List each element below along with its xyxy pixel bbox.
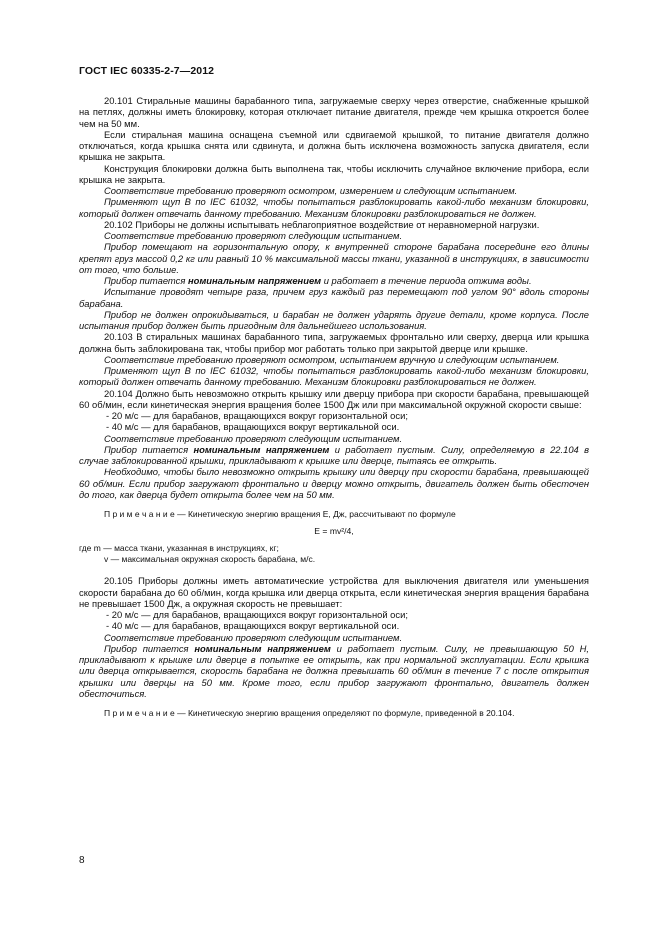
test-text: Испытание проводят четыре раза, причем груз каждый раз перемещают под углом 90° вдоль стороны барабана. xyxy=(79,286,589,309)
compliance-text: Соответствие требованию проверяют следующим испытанием. xyxy=(104,230,403,241)
formula-legend: где m — масса ткани, указанная в инструкциях, кг; xyxy=(79,543,279,554)
test-text: Необходимо, чтобы было невозможно открыть крышку или дверцу при скорости барабана, превышающей 60 об/мин. Если прибор загружают фронтально и дверцу можно открыть, двигатель должен быть обесточен до того, как дверца будет открыта более чем на 50 мм. xyxy=(79,466,589,500)
clause-20-101: 20.101 Стиральные машины барабанного типа, загружаемые сверху через отверстие, снабженные крышкой на петлях, должны иметь блокировку, которая отключает питание двигателя, прежде чем крышка откроется более чем на 50 мм. xyxy=(79,95,589,129)
clause-20-104: 20.104 Должно быть невозможно открыть крышку или дверцу прибора при скорости барабана, превышающей 60 об/мин, если кинетическая энергия вращения более 1500 Дж или при максимальной окружной скорости свыше: xyxy=(79,387,589,410)
bold-term: номинальным напряжением xyxy=(194,642,331,654)
list-item: - 20 м/с — для барабанов, вращающихся вокруг горизонтальной оси; xyxy=(106,410,408,421)
paragraph: Если стиральная машина оснащена съемной или сдвигаемой крышкой, то питание двигателя должно отключаться, когда крышка снята или сдвинута, и должна быть исключена возможность запуска двигателя, если крышка не закрыта. xyxy=(79,128,589,163)
test-text: Применяют щуп B по IEC 61032, чтобы попытаться разблокировать какой-либо механизм блокировки, который должен отвечать данному требованию. Механизм блокировки разблокироваться не должен. xyxy=(79,196,589,219)
page-number: 8 xyxy=(79,855,85,866)
formula: E = mv²/4, xyxy=(314,526,354,536)
bold-term: номинальным напряжением xyxy=(187,275,322,286)
clause-20-102: 20.102 Приборы не должны испытывать неблагоприятное воздействие от неравномерной нагрузки. xyxy=(104,218,540,230)
clause-20-103: 20.103 В стиральных машинах барабанного типа, загружаемых фронтально или сверху, дверца или крышка должна быть заблокирована так, чтобы прибор мог работать только при закрытой дверце или крышке. xyxy=(79,331,589,354)
note-label: П р и м е ч а н и е xyxy=(104,708,175,718)
clause-20-105: 20.105 Приборы должны иметь автоматические устройства для выключения двигателя или уменьшения скорости барабана до 60 об/мин, когда крышка или дверца открыта, если кинетическая энергия вращения барабана не превышает 1500 Дж, а окружная скорость не превышает: xyxy=(79,575,589,609)
formula-legend: v — максимальная окружная скорость барабана, м/с. xyxy=(104,554,316,565)
text-run: и работает пустым. Силу, не превышающую 50 Н, прикладывают к крышке или дверце в попытке ее открыть, как при нормальной эксплуатации. Если крышка или дверца открывается, скорость барабана не должна превышать 60 об/мин в течение 7 с после открытия крышки или дверцы на 50 мм. Кроме того, если прибор загружают фронтально, двигатель должен обесточиться. xyxy=(79,642,590,699)
note-label: П р и м е ч а н и е xyxy=(104,509,175,519)
text-run: и работает пустым. Силу, определяемую в 22.104 в случае заблокированной крышки, прикладывают к крышке или дверце, пытаясь ее открыть. xyxy=(79,443,590,466)
text-run: и работает в течение периода отжима воды. xyxy=(321,275,532,286)
bold-term: номинальным напряжением xyxy=(193,443,330,455)
note-text: — Кинетическую энергию вращения определяют по формуле, приведенной в 20.104. xyxy=(174,708,515,718)
text-run: Прибор питается xyxy=(104,443,194,455)
test-text: Прибор помещают на горизонтальную опору, к внутренней стороне барабана посередине его длины крепят груз массой 0,2 кг или равный 10 % максимальной массы ткани, указанной в инструкциях, в зависимости от того, что больше. xyxy=(79,241,589,275)
paragraph: Конструкция блокировки должна быть выполнена так, чтобы исключить случайное включение прибора, если крышка не закрыта. xyxy=(79,162,589,185)
note-text: — Кинетическую энергию вращения E, Дж, рассчитывают по формуле xyxy=(174,509,456,519)
page-body xyxy=(79,95,589,719)
compliance-text: Соответствие требованию проверяют следующим испытанием. xyxy=(104,631,403,643)
note xyxy=(79,509,589,520)
compliance-text: Соответствие требованию проверяют следующим испытанием. xyxy=(104,432,403,444)
test-text xyxy=(79,444,589,467)
document-header: ГОСТ IEC 60335-2-7—2012 xyxy=(79,65,215,77)
text-run: Прибор питается xyxy=(104,275,188,286)
test-text: Прибор не должен опрокидываться, и барабан не должен ударять другие детали, кроме корпуса. После испытания прибор должен быть пригодным для дальнейшего использования. xyxy=(79,308,589,331)
list-item: - 40 м/с — для барабанов, вращающихся вокруг вертикальной оси. xyxy=(106,620,400,632)
compliance-text: Соответствие требованию проверяют осмотром, испытанием вручную и следующим испытанием. xyxy=(104,353,560,365)
list-item: - 40 м/с — для барабанов, вращающихся вокруг вертикальной оси. xyxy=(106,421,400,433)
note xyxy=(79,708,589,719)
test-text: Применяют щуп B по IEC 61032, чтобы попытаться разблокировать какой-либо механизм блокировки, который должен отвечать данному требованию. Механизм блокировки разблокироваться не должен. xyxy=(79,365,589,388)
test-text xyxy=(79,275,589,286)
test-text xyxy=(79,643,589,699)
text-run: Прибор питается xyxy=(104,642,195,654)
list-item: - 20 м/с — для барабанов, вращающихся вокруг горизонтальной оси; xyxy=(106,609,408,620)
compliance-text: Соответствие требованию проверяют осмотром, измерением и следующим испытанием. xyxy=(104,185,518,196)
